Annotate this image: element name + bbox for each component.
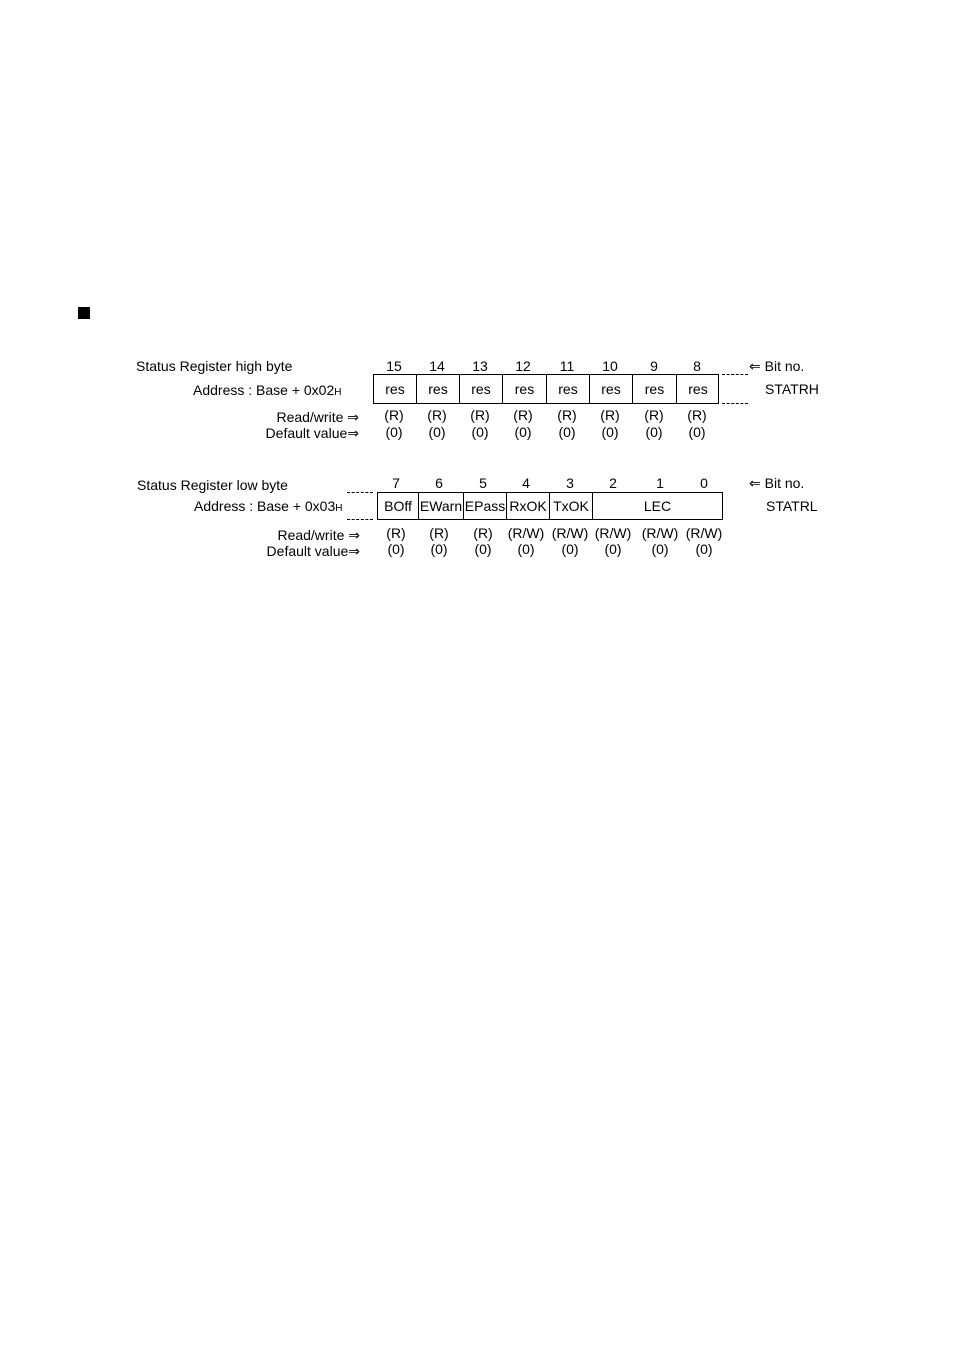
high-default-value: (0) xyxy=(428,424,446,440)
low-default-value: (0) xyxy=(695,541,713,557)
high-field-cell: res xyxy=(502,374,547,404)
low-rw-value: (R/W) xyxy=(551,525,589,541)
low-field-cell: TxOK xyxy=(549,492,593,520)
low-bit-label: ⇐ Bit no. xyxy=(749,475,805,491)
low-reg-name: STATRL xyxy=(766,498,818,514)
high-rw-label: Read/write ⇒ xyxy=(276,409,359,425)
high-reg-name: STATRH xyxy=(765,381,819,397)
high-field-cell: res xyxy=(546,374,590,404)
high-bit-number: 15 xyxy=(386,358,402,374)
high-field-cell: res xyxy=(676,374,720,404)
high-default-value: (0) xyxy=(688,424,706,440)
low-bit-number: 0 xyxy=(700,475,708,491)
low-bit-number: 6 xyxy=(435,475,443,491)
high-bit-number: 12 xyxy=(515,358,531,374)
low-default-value: (0) xyxy=(651,541,669,557)
high-rw-value: (R) xyxy=(384,407,404,423)
high-bit-number: 10 xyxy=(602,358,618,374)
high-bit-number: 8 xyxy=(693,358,701,374)
high-bit-number: 11 xyxy=(559,358,575,374)
low-dash-top xyxy=(347,492,373,493)
low-default-value: (0) xyxy=(561,541,579,557)
low-field-cell: RxOK xyxy=(506,492,550,520)
low-rw-label: Read/write ⇒ xyxy=(277,527,360,543)
low-default-value: (0) xyxy=(430,541,448,557)
high-title: Status Register high byte xyxy=(136,358,293,374)
low-dash-bottom xyxy=(347,519,373,520)
low-rw-value: (R/W) xyxy=(641,525,679,541)
low-field-cell: LEC xyxy=(592,492,723,520)
high-field-cell: res xyxy=(459,374,503,404)
high-address xyxy=(193,382,342,398)
low-bit-number: 5 xyxy=(479,475,487,491)
low-bit-number: 3 xyxy=(566,475,574,491)
low-rw-value: (R/W) xyxy=(507,525,545,541)
high-default-value: (0) xyxy=(471,424,489,440)
low-default-value: (0) xyxy=(387,541,405,557)
low-field-cell: EPass xyxy=(463,492,507,520)
low-rw-value: (R/W) xyxy=(594,525,632,541)
low-bit-number: 4 xyxy=(522,475,530,491)
section-bullet xyxy=(78,307,90,319)
low-rw-value: (R) xyxy=(429,525,449,541)
high-field-cell: res xyxy=(373,374,417,404)
low-address xyxy=(194,498,343,514)
low-default-value: (0) xyxy=(474,541,492,557)
low-default-value: (0) xyxy=(604,541,622,557)
low-default-label: Default value⇒ xyxy=(266,543,360,559)
low-bit-number: 1 xyxy=(656,475,664,491)
high-field-cell: res xyxy=(589,374,633,404)
low-rw-value: (R/W) xyxy=(685,525,723,541)
high-default-label: Default value⇒ xyxy=(265,425,359,441)
low-title: Status Register low byte xyxy=(137,477,288,493)
high-rw-value: (R) xyxy=(687,407,707,423)
high-default-value: (0) xyxy=(645,424,663,440)
high-bit-number: 9 xyxy=(650,358,658,374)
high-dash-bottom xyxy=(722,403,748,404)
high-rw-value: (R) xyxy=(557,407,577,423)
high-address-text: Address : Base + 0x02 xyxy=(193,382,335,398)
high-field-cell: res xyxy=(632,374,677,404)
high-bit-number: 13 xyxy=(472,358,488,374)
high-bit-number: 14 xyxy=(429,358,445,374)
high-dash-top xyxy=(722,374,748,375)
high-rw-value: (R) xyxy=(427,407,447,423)
low-bit-number: 7 xyxy=(392,475,400,491)
high-default-value: (0) xyxy=(514,424,532,440)
high-rw-value: (R) xyxy=(600,407,620,423)
high-rw-value: (R) xyxy=(513,407,533,423)
low-rw-value: (R) xyxy=(386,525,406,541)
high-default-value: (0) xyxy=(558,424,576,440)
high-field-cell: res xyxy=(416,374,460,404)
high-rw-value: (R) xyxy=(644,407,664,423)
high-default-value: (0) xyxy=(385,424,403,440)
high-bit-label: ⇐ Bit no. xyxy=(749,358,805,374)
high-address-suffix: H xyxy=(334,387,342,398)
high-rw-value: (R) xyxy=(470,407,490,423)
low-address-suffix: H xyxy=(335,503,343,514)
low-address-text: Address : Base + 0x03 xyxy=(194,498,336,514)
low-bit-number: 2 xyxy=(609,475,617,491)
high-default-value: (0) xyxy=(601,424,619,440)
low-default-value: (0) xyxy=(517,541,535,557)
low-rw-value: (R) xyxy=(473,525,493,541)
low-field-cell: EWarn xyxy=(418,492,464,520)
high-right-border xyxy=(718,374,720,404)
low-field-cell: BOff xyxy=(377,492,419,520)
